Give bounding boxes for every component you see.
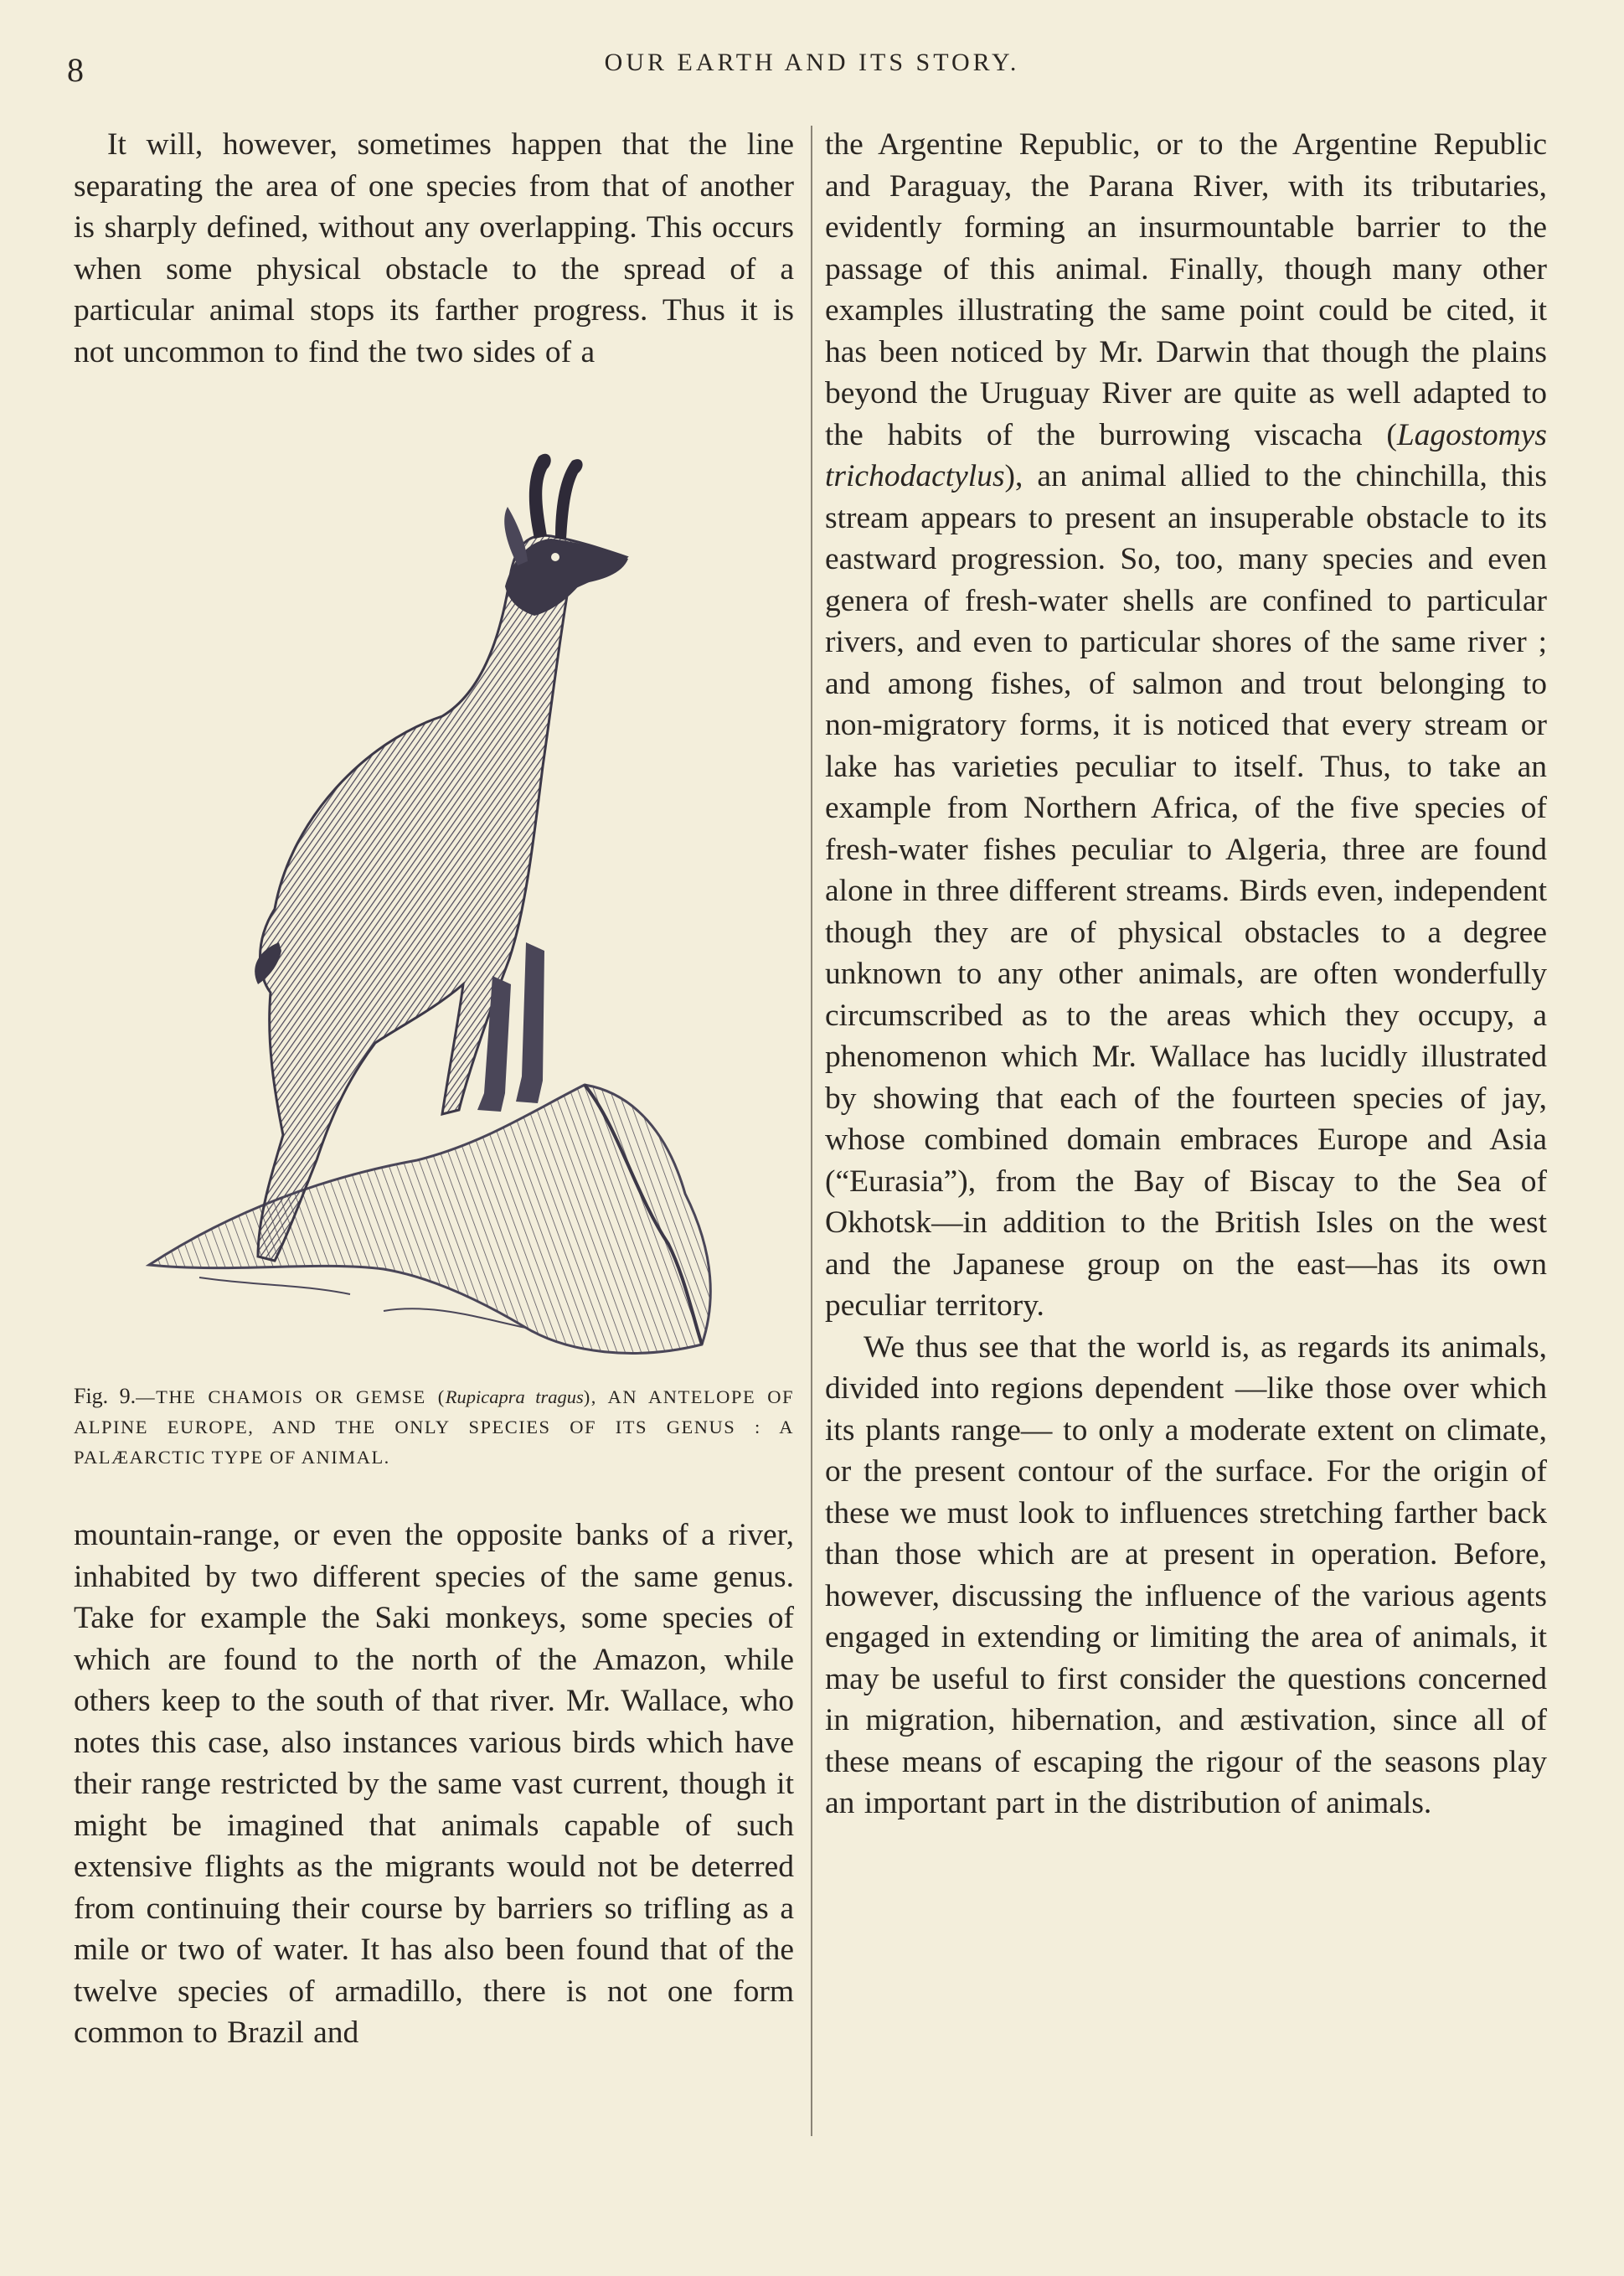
right-paragraph-1-after: ), an animal allied to the chinchilla, this stream appears to present an insuperable obstacle to its eastward progression. So, too, many species and even genera of fresh-water shells are confined to particular rivers, and even to particular shores of the same river ; and among fishes, of salmon and trout belonging to non-migratory forms, it is noticed that every stream or lake has varieties peculiar to itself. Thus, to take an example from Northern Africa, of the five species of fresh-water fishes peculiar to Algeria, three are found alone in three different streams. Birds even, independent though they are of physical obstacles to a degree unknown to any other animals, are often wonderfully circumscribed as to the areas which they occupy, a phenomenon which Mr. Wallace has lucidly illustrated by showing that each of the fourteen species of jay, whose combined domain embraces Europe and Asia (“Eurasia”), from the Bay of Biscay to the Sea of Okhotsk—in addition to the British Isles on the west and the Japanese group on the east—has its own peculiar territory.	[825, 459, 1547, 1323]
figure-caption	[74, 1381, 794, 1473]
caption-text-before: —THE CHAMOIS OR GEMSE (	[136, 1386, 446, 1407]
figure-label: Fig. 9.	[74, 1384, 137, 1408]
caption-text-after: ), AN ANTELOPE OF ALPINE EUROPE, AND THE ONLY SPECIES OF ITS GENUS : A PALÆARCTIC TYPE OF ANIMAL.	[74, 1386, 794, 1468]
left-column-continued	[74, 1515, 794, 2054]
right-paragraph-2: We thus see that the world is, as regards its animals, divided into regions dependent —like those over which its plants range— to only a moderate extent on climate, or the present contour of the surface. For the origin of these we must look to influences stretching farther back than those which are at present in operation. Before, however, discussing the influence of the various agents engaged in extending or limiting the area of animals, it may be useful to first consider the questions concerned in migration, hibernation, and æstivation, since all of these means of escaping the rigour of the seasons play an important part in the distribution of animals.	[825, 1329, 1547, 1820]
right-paragraph-1	[825, 124, 1547, 1327]
right-paragraph-1-before: the Argentine Republic, or to the Argentine Republic and Paraguay, the Parana River, with its tributaries, evidently forming an insurmountable barrier to the passage of this animal. Finally, though many other examples illustrating the same point could be cited, it has been noticed by Mr. Darwin that though the plains beyond the Uruguay River are quite as well adapted to the habits of the burrowing viscacha (	[825, 127, 1547, 452]
left-column	[74, 124, 794, 373]
chamois-engraving-icon	[132, 440, 735, 1370]
page-number: 8	[67, 51, 84, 89]
running-head: OUR EARTH AND ITS STORY.	[604, 49, 1020, 76]
left-paragraph-2: mountain-range, or even the opposite banks of a river, inhabited by two different species of the same genus. Take for example the Saki monkeys, some species of which are found to the north of the Amazon, while others keep to the south of that river. Mr. Wallace, who notes this case, also instances various birds which have their range restricted by the same vast current, though it might be imagined that animals capable of such extensive flights as the migrants would not be deterred from continuing their course by barriers so trifling as a mile or two of water. It has also been found that of the twelve species of armadillo, there is not one form common to Brazil and	[74, 1518, 794, 2050]
column-divider	[811, 126, 812, 2136]
figure-chamois	[74, 440, 794, 1473]
right-column	[825, 124, 1547, 1824]
caption-species: Rupicapra tragus	[445, 1386, 584, 1407]
right-paragraph-1-species: Lagostomys trichodactylus	[825, 417, 1547, 493]
left-paragraph-1: It will, however, sometimes happen that the line separating the area of one species from that of another is sharply defined, without any overlapping. This occurs when some physical obstacle to the spread of a particular animal stops its farther progress. Thus it is not uncommon to find the two sides of a	[74, 127, 794, 369]
